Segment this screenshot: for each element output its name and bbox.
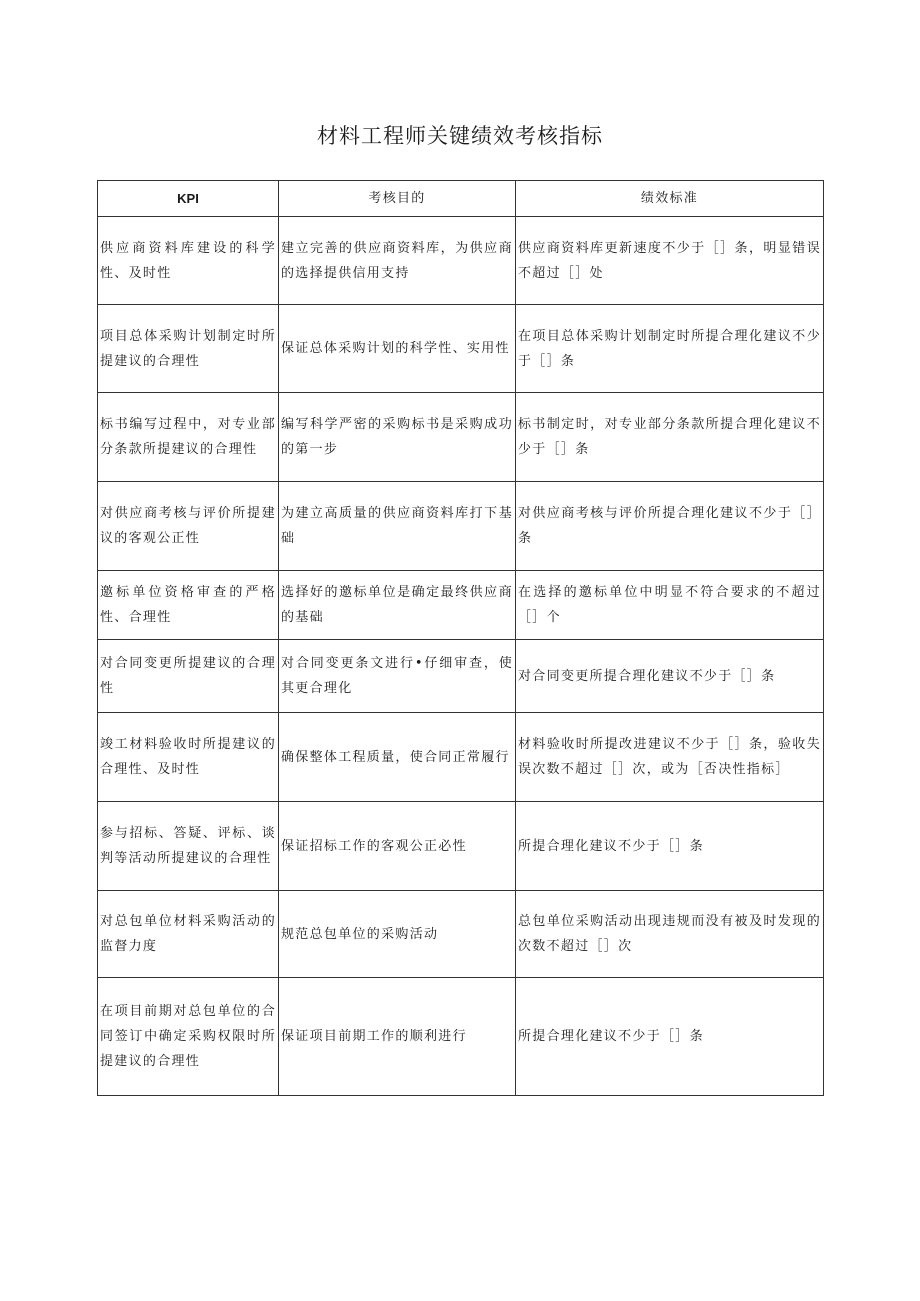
table-row [98, 571, 824, 640]
purpose-cell: 选择好的邀标单位是确定最终供应商的基础 [279, 571, 516, 640]
table-row [98, 482, 824, 571]
standard-cell: 标书制定时，对专业部分条款所提合理化建议不少于［］条 [516, 393, 824, 482]
table-row [98, 802, 824, 891]
purpose-cell: 保证项目前期工作的顺利进行 [279, 978, 516, 1096]
standard-cell: 供应商资料库更新速度不少于［］条，明显错误不超过［］处 [516, 217, 824, 305]
purpose-cell: 建立完善的供应商资料库，为供应商的选择提供信用支持 [279, 217, 516, 305]
purpose-cell: 对合同变更条文进行•仔细审查，使其更合理化 [279, 640, 516, 713]
table-row [98, 640, 824, 713]
table-row [98, 978, 824, 1096]
purpose-cell: 为建立高质量的供应商资料库打下基础 [279, 482, 516, 571]
purpose-cell: 规范总包单位的采购活动 [279, 891, 516, 978]
kpi-cell: 对供应商考核与评价所提建议的客观公正性 [98, 482, 279, 571]
purpose-cell: 保证总体采购计划的科学性、实用性 [279, 305, 516, 393]
kpi-cell: 项目总体采购计划制定时所提建议的合理性 [98, 305, 279, 393]
purpose-cell: 确保整体工程质量，使合同正常履行 [279, 713, 516, 802]
header-standard: 绩效标准 [516, 181, 824, 217]
header-kpi: KPI [98, 181, 279, 217]
table-row [98, 891, 824, 978]
purpose-cell: 编写科学严密的采购标书是采购成功的第一步 [279, 393, 516, 482]
standard-cell: 所提合理化建议不少于［］条 [516, 802, 824, 891]
standard-cell: 材料验收时所提改进建议不少于［］条，验收失误次数不超过［］次，或为［否决性指标］ [516, 713, 824, 802]
table-row [98, 393, 824, 482]
standard-cell: 所提合理化建议不少于［］条 [516, 978, 824, 1096]
table-row [98, 217, 824, 305]
standard-cell: 在项目总体采购计划制定时所提合理化建议不少于［］条 [516, 305, 824, 393]
standard-cell: 在选择的邀标单位中明显不符合要求的不超过［］个 [516, 571, 824, 640]
kpi-cell: 标书编写过程中，对专业部分条款所提建议的合理性 [98, 393, 279, 482]
kpi-cell: 邀标单位资格审查的严格性、合理性 [98, 571, 279, 640]
table-header-row [98, 181, 824, 217]
kpi-cell: 竣工材料验收时所提建议的合理性、及时性 [98, 713, 279, 802]
table-row [98, 713, 824, 802]
page-title: 材料工程师关键绩效考核指标 [317, 124, 603, 148]
header-purpose: 考核目的 [279, 181, 516, 217]
standard-cell: 对供应商考核与评价所提合理化建议不少于［］条 [516, 482, 824, 571]
purpose-cell: 保证招标工作的客观公正必性 [279, 802, 516, 891]
kpi-cell: 参与招标、答疑、评标、谈判等活动所提建议的合理性 [98, 802, 279, 891]
standard-cell: 总包单位采购活动出现违规而没有被及时发现的次数不超过［］次 [516, 891, 824, 978]
table-row [98, 305, 824, 393]
kpi-cell: 在项目前期对总包单位的合同签订中确定采购权限时所提建议的合理性 [98, 978, 279, 1096]
kpi-table [97, 180, 824, 1096]
kpi-cell: 对总包单位材料采购活动的监督力度 [98, 891, 279, 978]
standard-cell: 对合同变更所提合理化建议不少于［］条 [516, 640, 824, 713]
kpi-cell: 对合同变更所提建议的合理性 [98, 640, 279, 713]
kpi-cell: 供应商资料库建设的科学性、及时性 [98, 217, 279, 305]
